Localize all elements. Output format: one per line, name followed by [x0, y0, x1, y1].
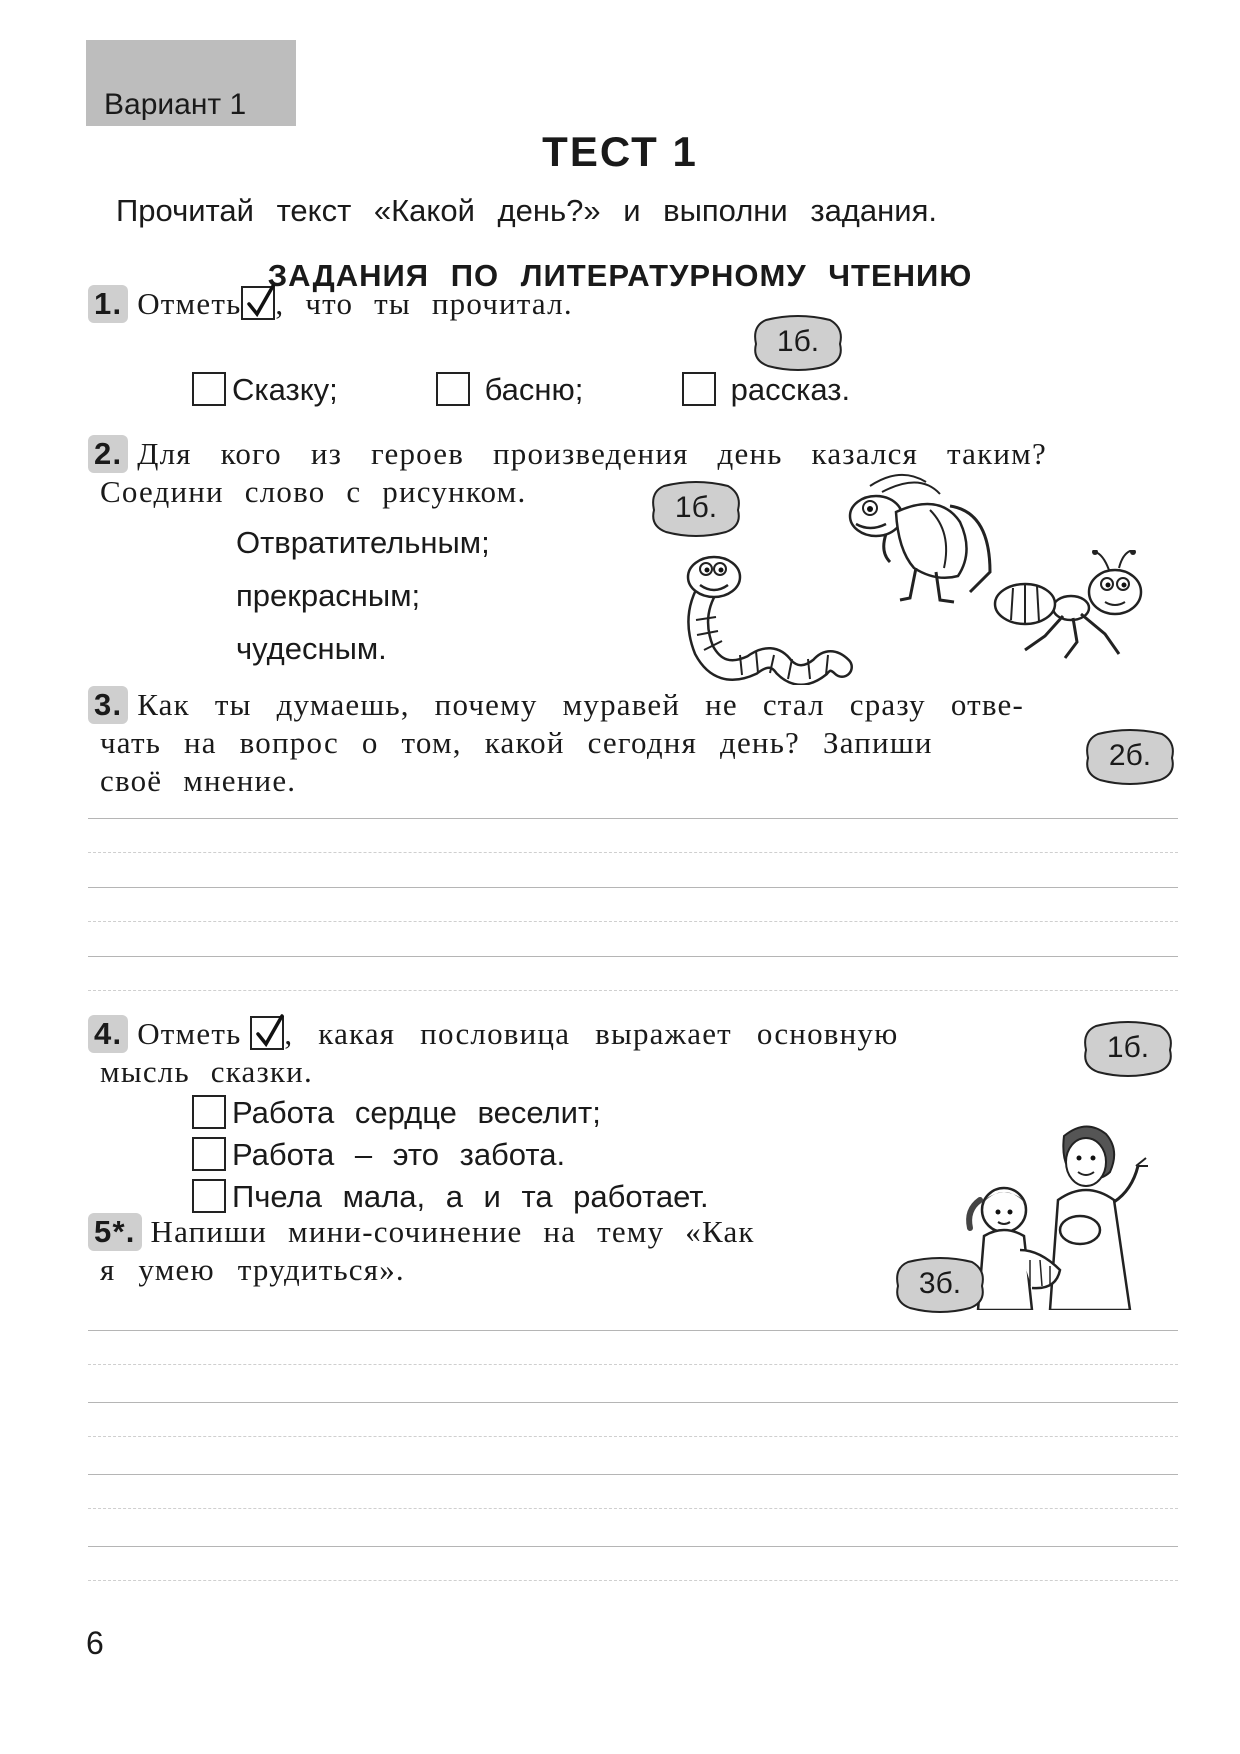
option-3[interactable] — [682, 372, 850, 408]
question-text: Как ты думаешь, почему муравей не стал сразу отве- — [137, 687, 1024, 722]
answer-line-dotted — [88, 1508, 1178, 1509]
checkbox[interactable] — [192, 1137, 226, 1171]
option-label: Пчела мала, а и та работает. — [232, 1179, 709, 1214]
score-text: 3б. — [918, 1267, 962, 1300]
question-text: своё мнение. — [100, 763, 297, 798]
question-1 — [88, 285, 573, 323]
checkbox[interactable] — [192, 1179, 226, 1213]
answer-line[interactable] — [88, 1330, 1178, 1331]
question-text: Соедини слово с рисунком. — [100, 474, 527, 509]
answer-line[interactable] — [88, 818, 1178, 819]
question-5 — [88, 1213, 755, 1251]
question-number: 5*. — [88, 1213, 142, 1251]
answer-line[interactable] — [88, 887, 1178, 888]
question-number: 4. — [88, 1015, 128, 1053]
score-text: 2б. — [1108, 739, 1152, 772]
option-2[interactable] — [436, 372, 583, 408]
proverb-option-3[interactable] — [192, 1179, 709, 1215]
option-label: Сказку; — [232, 372, 338, 407]
option-label: рассказ. — [730, 372, 851, 407]
variant-label: Вариант 1 — [104, 88, 247, 121]
question-3-line-2 — [100, 724, 933, 762]
score-badge — [894, 1256, 986, 1314]
answer-line-dotted — [88, 990, 1178, 991]
answer-line[interactable] — [88, 1546, 1178, 1547]
page-number: 6 — [86, 1625, 104, 1661]
question-4 — [88, 1015, 898, 1053]
variant-tab — [86, 40, 296, 126]
answer-line-dotted — [88, 1364, 1178, 1365]
option-label: басню; — [484, 372, 584, 407]
answer-line[interactable] — [88, 1474, 1178, 1475]
answer-line-dotted — [88, 1436, 1178, 1437]
question-2-line-2 — [100, 473, 526, 511]
worm-illustration[interactable] — [680, 555, 860, 685]
word-option-1[interactable]: Отвратительным; — [236, 525, 490, 560]
score-badge — [1084, 728, 1176, 786]
question-text-after: , что ты прочитал. — [275, 286, 573, 321]
intro-text: Прочитай текст «Какой день?» и выполни задания. — [116, 193, 937, 228]
word-option-3[interactable]: чудесным. — [236, 631, 387, 666]
option-1[interactable] — [192, 372, 338, 408]
mother-daughter-dishes-illustration — [960, 1120, 1160, 1310]
test-title: ТЕСТ 1 — [542, 128, 698, 175]
answer-line-dotted — [88, 1580, 1178, 1581]
score-badge — [1082, 1020, 1174, 1078]
section-title: ЗАДАНИЯ ПО ЛИТЕРАТУРНОМУ ЧТЕНИЮ — [267, 258, 973, 293]
score-badge — [752, 314, 844, 372]
question-text-after: , какая пословица выражает основную — [284, 1016, 899, 1051]
proverb-option-2[interactable] — [192, 1137, 565, 1173]
option-label: Работа сердце веселит; — [232, 1095, 601, 1130]
answer-line[interactable] — [88, 956, 1178, 957]
checkbox[interactable] — [192, 372, 226, 406]
checkbox[interactable] — [436, 372, 470, 406]
word-option-2[interactable]: прекрасным; — [236, 578, 421, 613]
score-text: 1б. — [776, 325, 820, 358]
score-text: 1б. — [674, 491, 718, 524]
checkbox[interactable] — [682, 372, 716, 406]
answer-line-dotted — [88, 852, 1178, 853]
question-number: 1. — [88, 285, 128, 323]
question-2 — [88, 435, 1047, 473]
question-text: мысль сказки. — [100, 1054, 313, 1089]
question-text: я умею трудиться». — [100, 1252, 405, 1287]
question-text: Напиши мини-сочинение на тему «Как — [150, 1214, 755, 1249]
question-3 — [88, 686, 1024, 724]
grasshopper-illustration[interactable] — [840, 472, 1000, 612]
question-4-line-2 — [100, 1053, 313, 1091]
question-text-before: Отметь — [137, 286, 242, 321]
question-text: чать на вопрос о том, какой сегодня день? Запиши — [100, 725, 933, 760]
ant-illustration[interactable] — [985, 550, 1155, 665]
score-text: 1б. — [1106, 1031, 1150, 1064]
question-number: 2. — [88, 435, 128, 473]
question-text-before: Отметь — [137, 1016, 242, 1051]
proverb-option-1[interactable] — [192, 1095, 601, 1131]
checkmark-icon — [250, 1016, 284, 1050]
question-3-line-3 — [100, 762, 296, 800]
answer-line-dotted — [88, 921, 1178, 922]
answer-line[interactable] — [88, 1402, 1178, 1403]
checkbox[interactable] — [192, 1095, 226, 1129]
question-5-line-2 — [100, 1251, 405, 1289]
question-number: 3. — [88, 686, 128, 724]
checkmark-icon — [241, 286, 275, 320]
question-text: Для кого из героев произведения день казался таким? — [137, 436, 1047, 471]
option-label: Работа – это забота. — [232, 1137, 566, 1172]
score-badge — [650, 480, 742, 538]
